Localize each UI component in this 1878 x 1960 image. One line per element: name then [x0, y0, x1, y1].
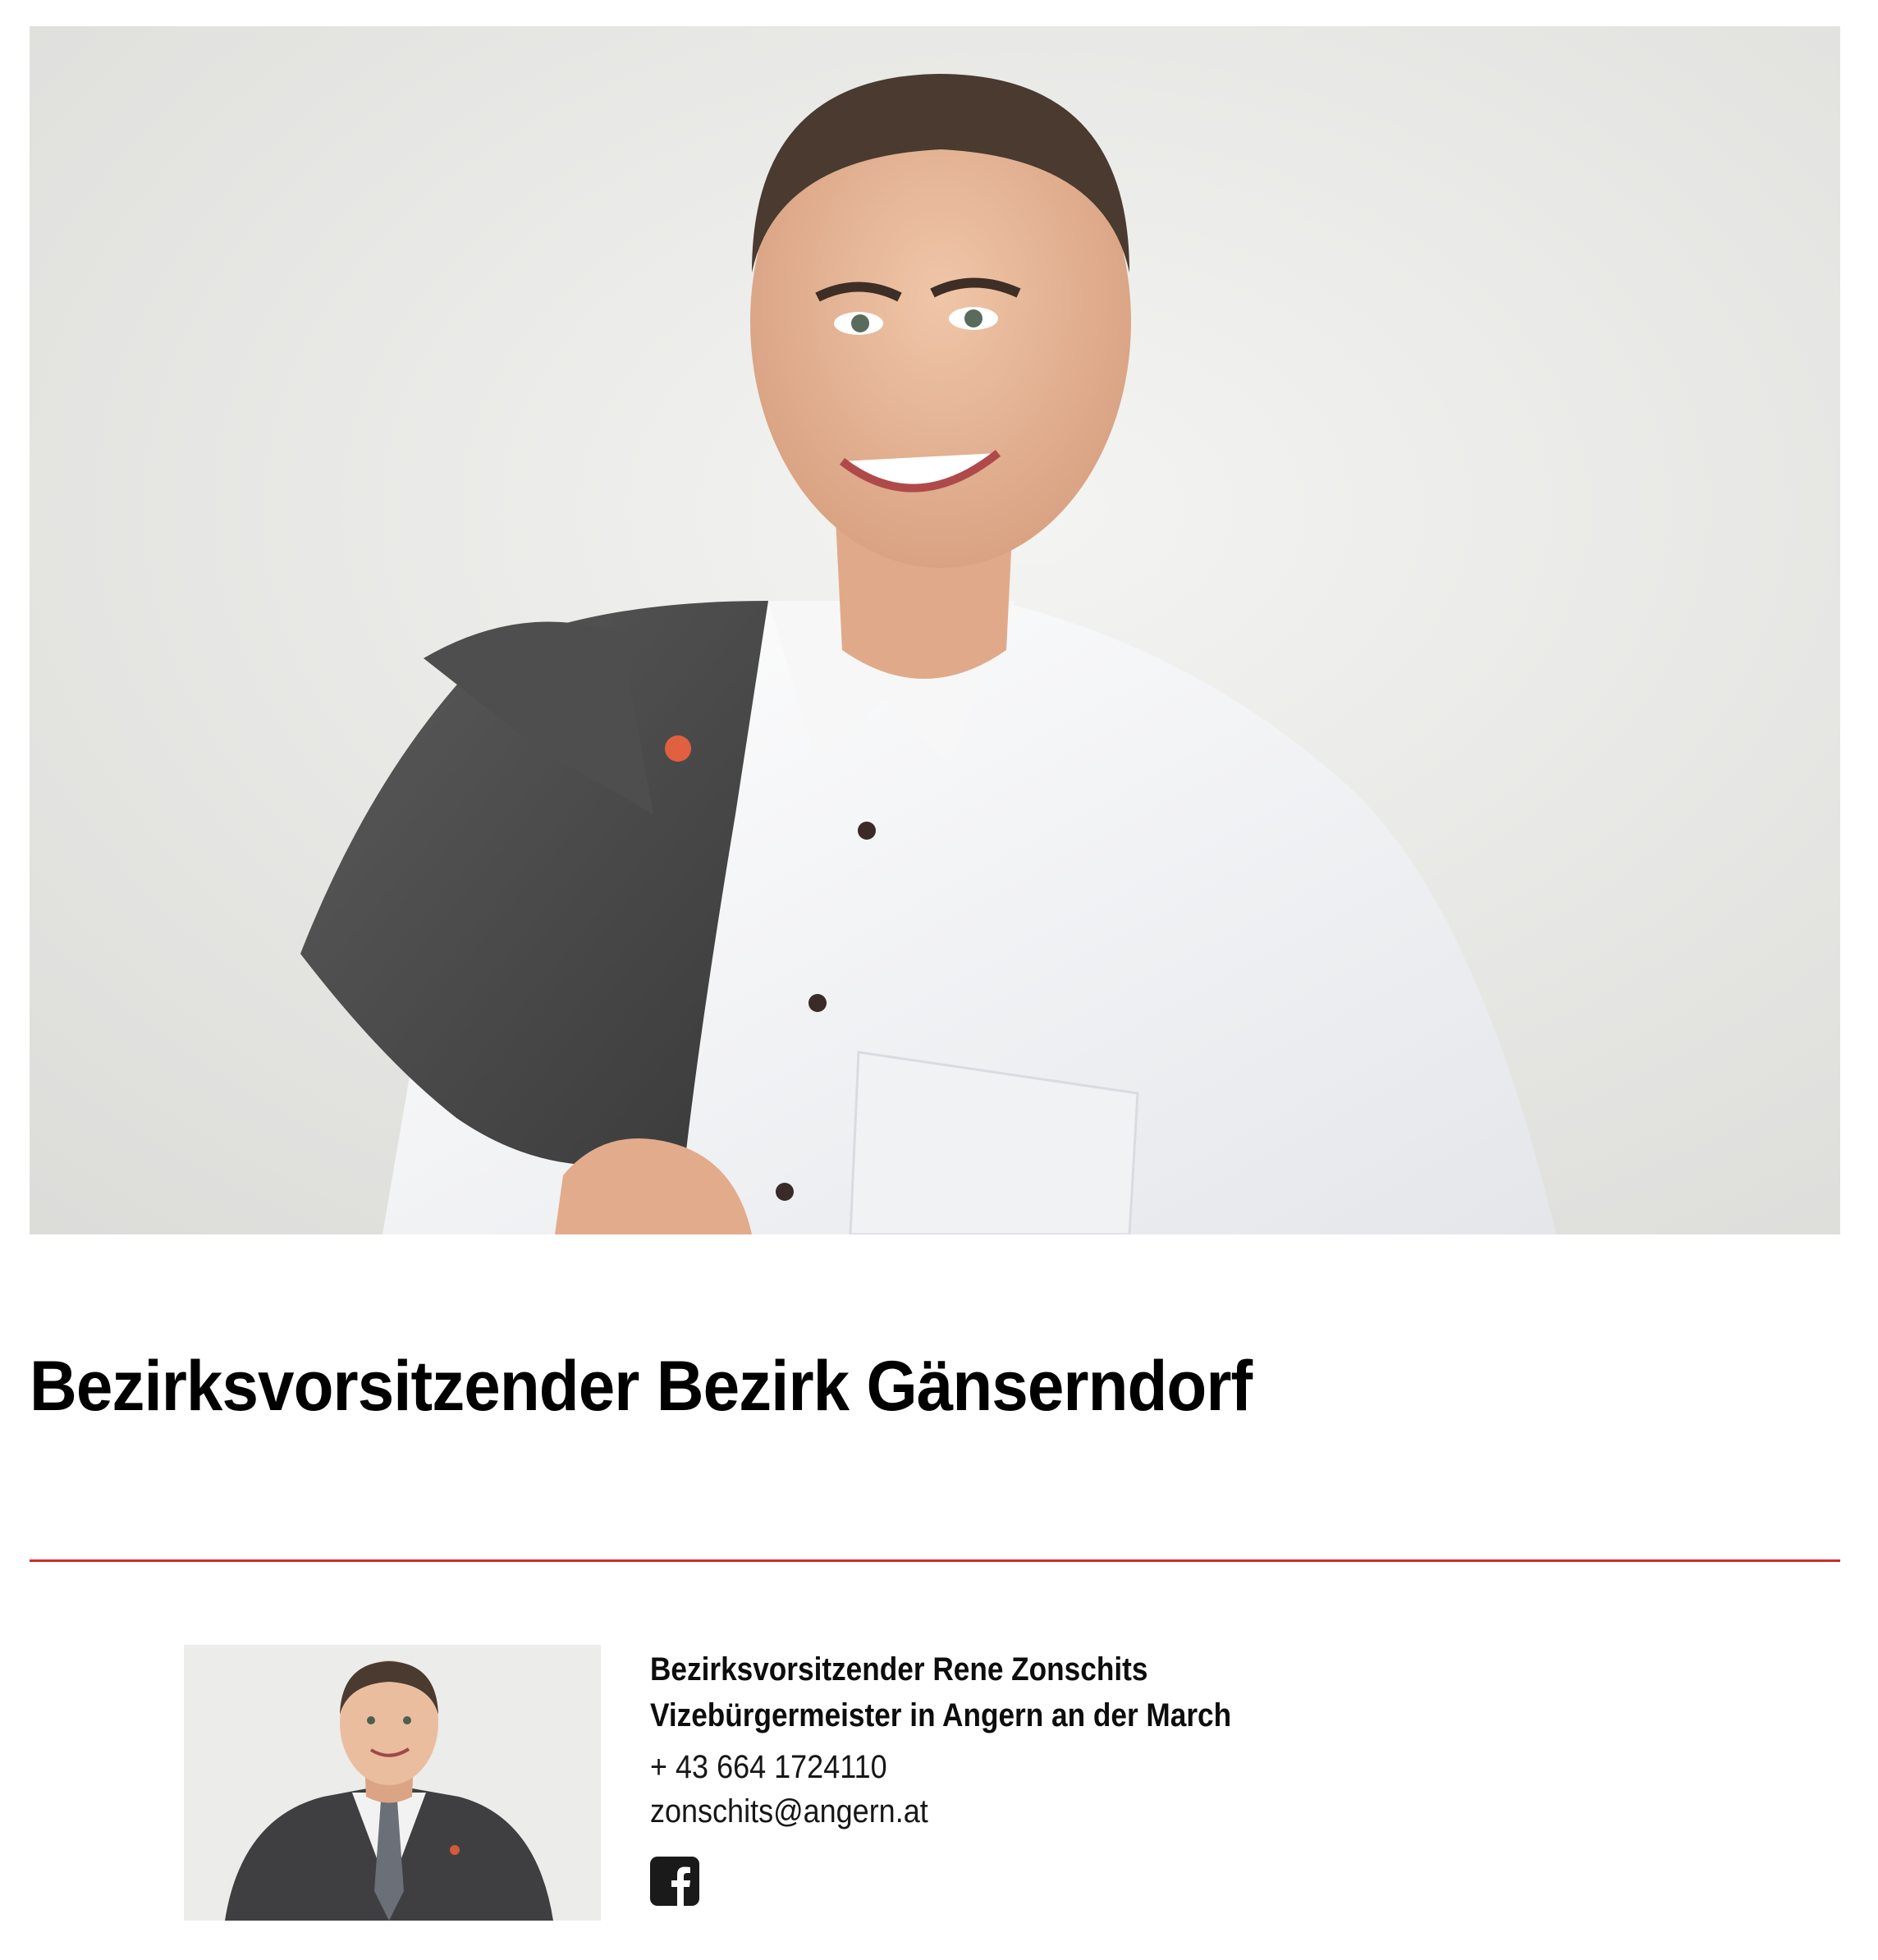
page-title: Bezirksvorsitzender Bezirk Gänserndorf	[30, 1347, 1253, 1426]
contact-email-link[interactable]: zonschits@angern.at	[650, 1793, 928, 1829]
contact-phone[interactable]: + 43 664 1724110	[650, 1749, 887, 1785]
contact-photo	[184, 1645, 601, 1921]
portrait-photo-icon	[30, 26, 1840, 1234]
hero-portrait-image	[30, 26, 1840, 1234]
contact-role: Vizebürgermeister in Angern an der March	[650, 1697, 1232, 1733]
contact-info	[650, 1646, 1372, 1834]
facebook-icon	[650, 1857, 699, 1906]
facebook-link[interactable]	[650, 1857, 699, 1906]
contact-name: Bezirksvorsitzender Rene Zonschits	[650, 1651, 1148, 1688]
contact-portrait-icon	[184, 1645, 601, 1921]
section-divider	[30, 1559, 1840, 1562]
